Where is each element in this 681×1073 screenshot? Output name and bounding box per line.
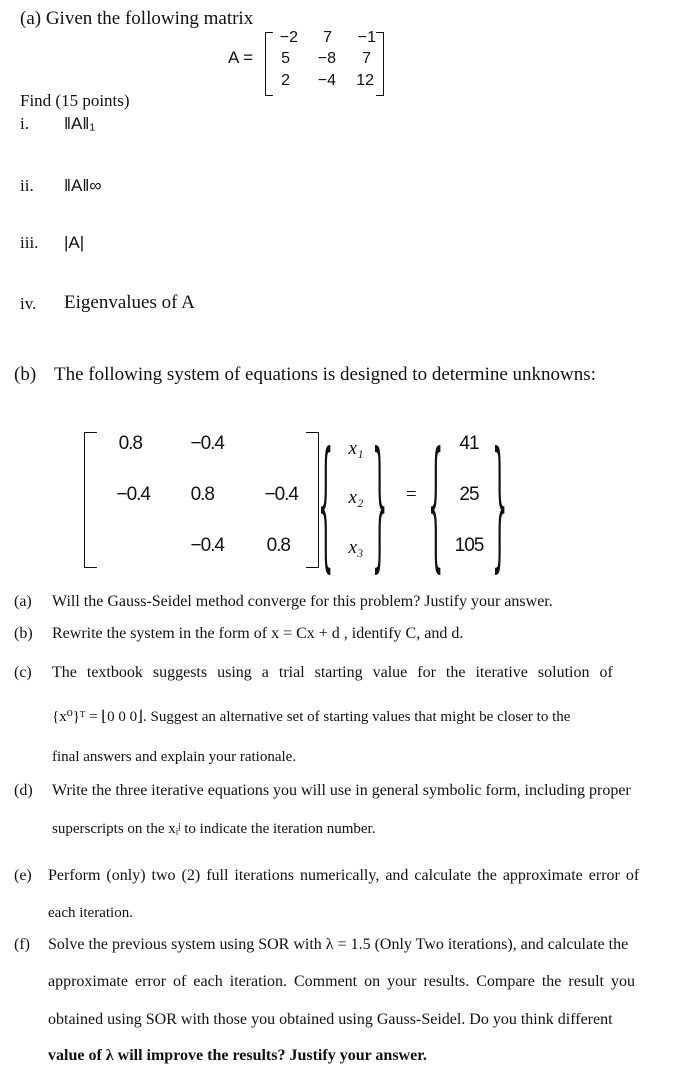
coef-cell: −0.4: [116, 484, 150, 505]
question-a-line: Will the Gauss-Seidel method converge for this problem? Justify your answer.: [52, 593, 553, 610]
coef-cell: 0.8: [118, 433, 142, 454]
norm-inf-item: ‖A‖∞: [64, 176, 102, 195]
determinant-item: |A|: [64, 233, 85, 252]
question-label: (f): [14, 936, 30, 953]
matrix-a-cell: 2: [281, 72, 290, 89]
question-e-line: Perform (only) two (2) full iterations numerically, and calculate the approximate error of: [48, 867, 640, 884]
item-number: i.: [20, 114, 29, 133]
rhs-value: 25: [459, 484, 479, 505]
unknown-x1: x₁: [348, 438, 364, 459]
matrix-a-cell: 5: [281, 50, 290, 67]
unknown-x3: x₃: [348, 537, 364, 558]
matrix-a-cell: −1: [357, 29, 376, 46]
question-label: (b): [14, 625, 33, 642]
rhs-right-brace: }: [492, 424, 508, 588]
question-c-line: final answers and explain your rationale.: [52, 749, 297, 765]
question-label: (e): [14, 867, 32, 884]
matrix-a-cell: −4: [317, 72, 336, 89]
question-f-line: obtained using SOR with those you obtained using Gauss-Seidel. Do you think different: [48, 1011, 613, 1028]
question-c-line: The textbook suggests using a trial starting value for the iterative solution of: [52, 664, 613, 681]
equals-sign: =: [406, 484, 417, 505]
question-label: (c): [14, 664, 32, 681]
question-d-line: superscripts on the xᵢʲ to indicate the iteration number.: [52, 821, 376, 837]
question-label: (d): [14, 782, 33, 799]
question-f-line: approximate error of each iteration. Comment on your results. Compare the result you: [48, 973, 635, 990]
coef-cell: −0.4: [264, 484, 298, 505]
coef-cell: 0.8: [266, 535, 290, 556]
find-label: Find (15 points): [20, 91, 130, 110]
matrix-a-cell: 7: [362, 50, 371, 67]
question-label: (a): [14, 593, 32, 610]
matrix-a-cell: −2: [279, 29, 298, 46]
question-d-line: Write the three iterative equations you will use in general symbolic form, including proper: [52, 782, 631, 799]
unknown-x2: x₂: [348, 487, 364, 508]
part-a-intro: (a) Given the following matrix: [20, 8, 254, 29]
matrix-a-right-bracket: [376, 32, 384, 96]
part-b-label: (b): [14, 364, 37, 385]
rhs-value: 105: [454, 535, 484, 556]
matrix-a-cell: 7: [323, 29, 332, 46]
matrix-a-label: A =: [228, 48, 254, 67]
coef-cell: −0.4: [190, 535, 224, 556]
matrix-a-cell: 12: [356, 72, 374, 89]
rhs-left-brace: {: [428, 424, 444, 588]
coef-cell: −0.4: [190, 433, 224, 454]
unknowns-left-brace: {: [318, 424, 334, 588]
item-number: ii.: [20, 176, 34, 195]
unknowns-right-brace: }: [372, 424, 388, 588]
item-number: iii.: [20, 233, 39, 252]
question-b-line: Rewrite the system in the form of x = Cx + d , identify C, and d.: [52, 625, 464, 642]
item-number: iv.: [20, 294, 37, 313]
question-f-line: value of λ will improve the results? Justify your answer.: [48, 1047, 427, 1064]
coef-cell: 0.8: [190, 484, 214, 505]
question-c-line: {x⁰}ᵀ = ⌊0 0 0⌋. Suggest an alternative set of starting values that might be closer to the: [52, 709, 571, 725]
rhs-value: 41: [459, 433, 479, 454]
eigenvalues-item: Eigenvalues of A: [64, 292, 195, 313]
matrix-a-cell: −8: [317, 50, 336, 67]
norm-1-item: ‖A‖₁: [64, 114, 96, 133]
question-f-line: Solve the previous system using SOR with λ = 1.5 (Only Two iterations), and calculate the: [48, 936, 629, 953]
part-b-intro: The following system of equations is designed to determine unknowns:: [54, 364, 596, 385]
question-e-line: each iteration.: [48, 905, 133, 921]
